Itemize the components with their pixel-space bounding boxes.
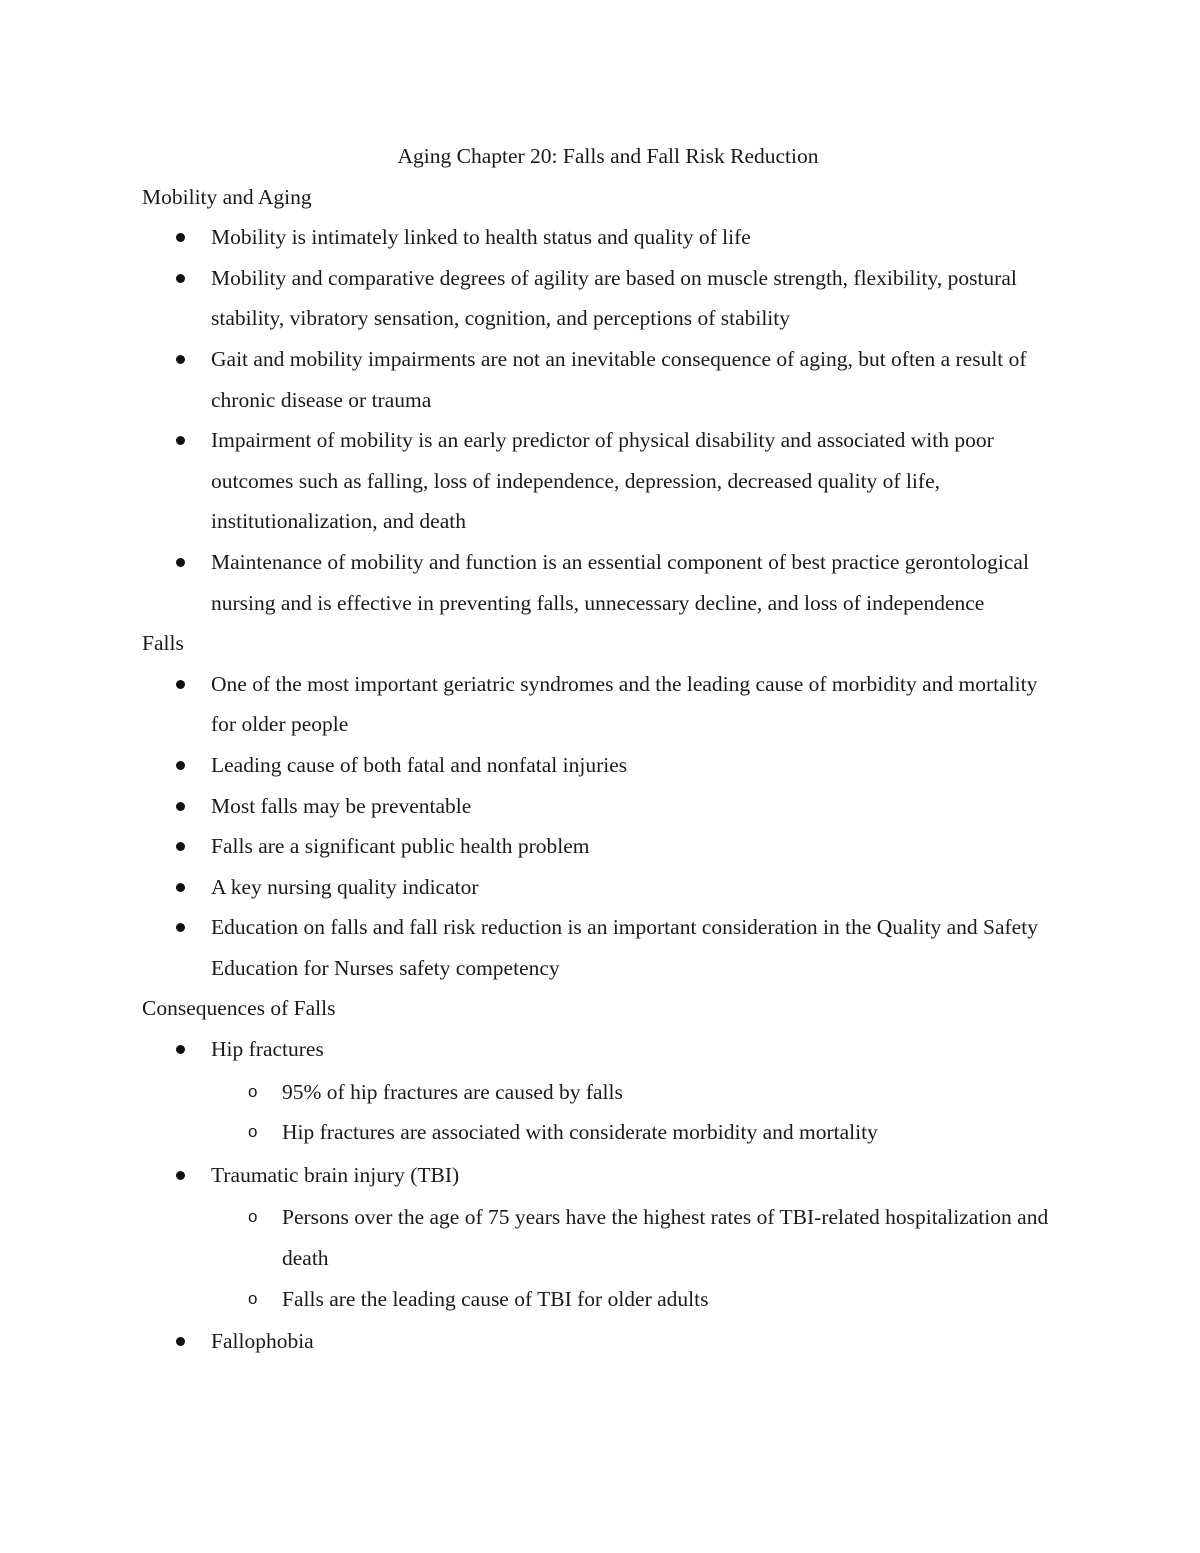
list-item: [142, 339, 1062, 420]
sub-list-item-text: 95% of hip fractures are caused by falls: [282, 1079, 623, 1104]
sub-list-item: [211, 1197, 1062, 1278]
bullet-icon: [176, 274, 185, 283]
sub-list-item-text: Hip fractures are associated with considerate morbidity and mortality: [282, 1120, 878, 1145]
list-item: [142, 542, 1062, 623]
list-item: [142, 786, 1062, 827]
list-item-text: Most falls may be preventable: [211, 793, 472, 818]
bullet-icon: [176, 558, 185, 567]
list-item-text: Leading cause of both fatal and nonfatal injuries: [211, 752, 628, 777]
document-content: [142, 136, 1062, 1362]
hollow-bullet-icon: o: [248, 1288, 258, 1308]
section-heading-consequences-of-falls: Consequences of Falls: [142, 996, 336, 1021]
sub-list-item: [211, 1279, 1062, 1320]
list-item: [142, 826, 1062, 867]
bullet-icon: [176, 923, 185, 932]
bullet-icon: [176, 761, 185, 770]
list-item: [142, 1321, 1062, 1362]
list-item: [142, 1029, 1062, 1153]
list-item-text: Traumatic brain injury (TBI): [211, 1162, 460, 1187]
bullet-icon: [176, 233, 185, 242]
bullet-icon: [176, 680, 185, 689]
bullet-icon: [176, 436, 185, 445]
list-item: [142, 217, 1062, 258]
bullet-icon: [176, 1045, 185, 1054]
list-item: [142, 664, 1062, 745]
list-item-text: Gait and mobility impairments are not an inevitable consequence of aging, but often a result of chronic disease or trauma: [211, 346, 1027, 412]
bullet-icon: [176, 1171, 185, 1180]
list-item-text: Impairment of mobility is an early predictor of physical disability and associated with poor outcomes such as falling, loss of independence, depression, decreased quality of life, institutionalization, and death: [211, 428, 994, 534]
list-item-text: A key nursing quality indicator: [211, 874, 479, 899]
bullet-list-mobility: [142, 217, 1062, 623]
bullet-list-falls: [142, 664, 1062, 989]
hollow-bullet-icon: o: [248, 1081, 258, 1101]
sub-list-item-text: Persons over the age of 75 years have the highest rates of TBI-related hospitalization and death: [282, 1205, 1049, 1271]
list-item-text: Fallophobia: [211, 1329, 314, 1354]
list-item-text: Mobility and comparative degrees of agility are based on muscle strength, flexibility, postural stability, vibratory sensation, cognition, and perceptions of stability: [211, 265, 1017, 331]
list-item: [142, 420, 1062, 542]
bullet-list-consequences: [142, 1029, 1062, 1362]
bullet-icon: [176, 1337, 185, 1346]
list-item: [142, 258, 1062, 339]
list-item: [142, 745, 1062, 786]
bullet-icon: [176, 883, 185, 892]
sub-list-item: [211, 1072, 1062, 1113]
document-title: Aging Chapter 20: Falls and Fall Risk Reduction: [397, 144, 819, 168]
hollow-bullet-icon: o: [248, 1207, 258, 1227]
sub-bullet-list: [211, 1197, 1062, 1319]
list-item-text: Maintenance of mobility and function is an essential component of best practice gerontological nursing and is effective in preventing falls, unnecessary decline, and loss of independence: [211, 549, 1029, 615]
list-item-text: Education on falls and fall risk reduction is an important consideration in the Quality and Safety Education for Nurses safety competency: [211, 915, 1038, 980]
list-item-text: One of the most important geriatric syndromes and the leading cause of morbidity and mortality for older people: [211, 671, 1038, 737]
list-item-text: Mobility is intimately linked to health status and quality of life: [211, 225, 751, 250]
list-item: [142, 867, 1062, 908]
section-heading-mobility-and-aging: Mobility and Aging: [142, 184, 312, 209]
list-item-text: Hip fractures: [211, 1037, 324, 1062]
bullet-icon: [176, 802, 185, 811]
list-item: [142, 1155, 1062, 1319]
sub-list-item: [211, 1112, 1062, 1153]
list-item: [142, 907, 1062, 988]
list-item-text: Falls are a significant public health problem: [211, 834, 590, 859]
section-heading-falls: Falls: [142, 631, 184, 656]
hollow-bullet-icon: o: [248, 1122, 258, 1142]
sub-bullet-list: [211, 1072, 1062, 1153]
sub-list-item-text: Falls are the leading cause of TBI for older adults: [282, 1286, 709, 1311]
bullet-icon: [176, 842, 185, 851]
bullet-icon: [176, 355, 185, 364]
